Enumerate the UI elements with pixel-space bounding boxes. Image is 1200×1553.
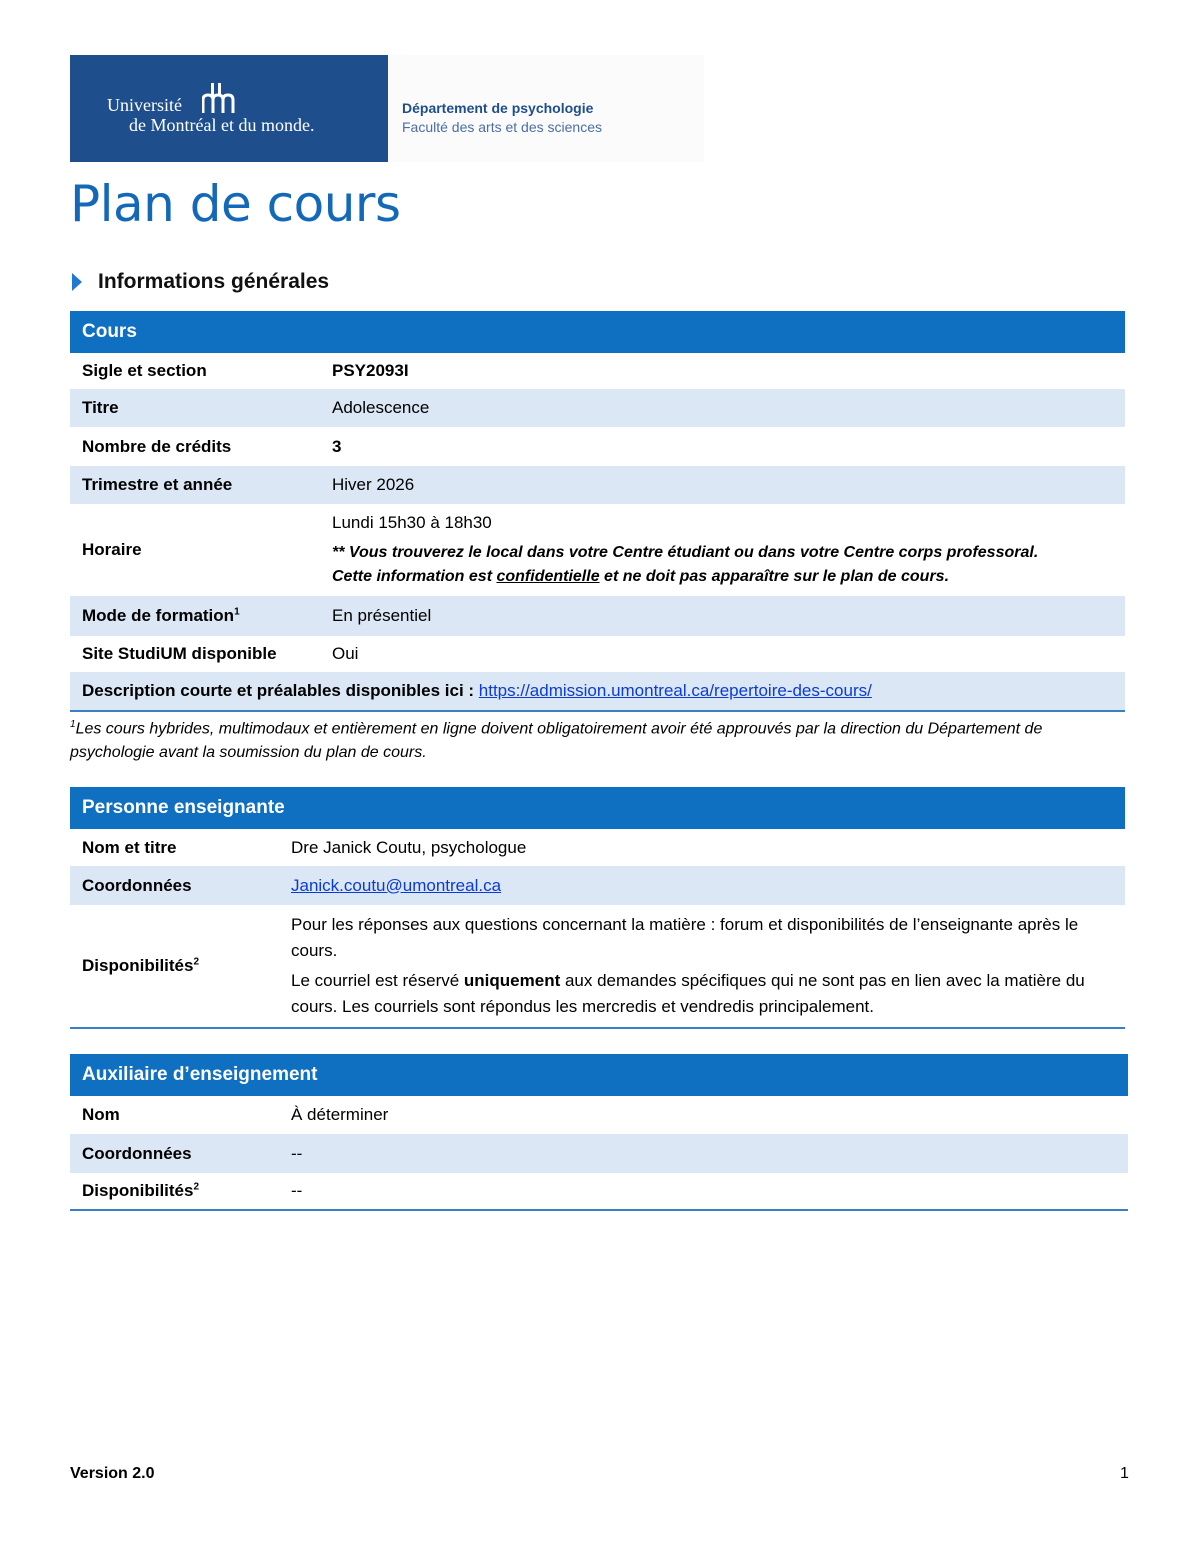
enseignant-table bbox=[70, 787, 1125, 1029]
footer-version: Version 2.0 bbox=[70, 1465, 155, 1482]
logo-line1: Université bbox=[107, 95, 182, 115]
aux-disponibilites-value: -- bbox=[291, 1181, 303, 1200]
cours-table-header: Cours bbox=[70, 311, 1125, 353]
footnote-marker: 1 bbox=[70, 719, 76, 730]
table-row bbox=[70, 1173, 1128, 1211]
studium-value: Oui bbox=[332, 644, 359, 663]
horaire-note-confidentielle: confidentielle bbox=[496, 568, 600, 585]
department-name: Département de psychologie bbox=[402, 100, 594, 116]
auxiliaire-table-header: Auxiliaire d’enseignement bbox=[70, 1054, 1128, 1096]
description-label: Description courte et préalables disponibles ici : bbox=[82, 681, 479, 700]
footnote bbox=[70, 713, 1130, 765]
section-heading-text: Informations générales bbox=[98, 270, 330, 293]
triangle-bullet-icon bbox=[72, 273, 82, 291]
nom-label: Nom et titre bbox=[82, 837, 177, 857]
credits-value: 3 bbox=[332, 436, 342, 456]
horaire-note-2c: et ne doit pas apparaître sur le plan de cours. bbox=[599, 568, 950, 585]
disponibilites-emphasis: uniquement bbox=[463, 971, 561, 990]
credits-label: Nombre de crédits bbox=[82, 436, 232, 456]
horaire-value: Lundi 15h30 à 18h30 bbox=[332, 513, 492, 532]
table-row bbox=[70, 1096, 1128, 1134]
titre-value: Adolescence bbox=[332, 398, 430, 417]
sigle-value: PSY2093I bbox=[332, 361, 409, 380]
table-row bbox=[70, 672, 1125, 712]
disponibilites-p2 bbox=[291, 968, 1117, 1020]
mode-footnote-ref: 1 bbox=[234, 606, 240, 618]
page-number: 1 bbox=[1120, 1465, 1129, 1482]
cours-table bbox=[70, 311, 1125, 712]
table-row bbox=[70, 427, 1125, 466]
titre-label: Titre bbox=[82, 398, 119, 417]
table-row bbox=[70, 1134, 1128, 1173]
horaire-note bbox=[332, 541, 1125, 589]
table-row bbox=[70, 504, 1125, 596]
aux-coordonnees-value: -- bbox=[291, 1143, 303, 1163]
horaire-cell bbox=[332, 511, 1125, 589]
section-heading bbox=[72, 270, 329, 294]
logo-line2: de Montréal et du monde. bbox=[129, 115, 315, 135]
trimestre-label: Trimestre et année bbox=[82, 475, 233, 494]
studium-label: Site StudiUM disponible bbox=[82, 644, 277, 663]
table-row bbox=[70, 466, 1125, 504]
horaire-label: Horaire bbox=[82, 540, 142, 559]
horaire-note-2a: Cette information est bbox=[332, 568, 497, 585]
aux-coordonnees-label: Coordonnées bbox=[82, 1143, 192, 1163]
mode-label bbox=[70, 606, 332, 626]
university-emblem-icon bbox=[202, 83, 236, 115]
description-link[interactable]: https://admission.umontreal.ca/repertoire-des-cours/ bbox=[478, 681, 872, 700]
mode-label-text: Mode de formation bbox=[82, 606, 235, 625]
faculty-name: Faculté des arts et des sciences bbox=[402, 119, 602, 135]
coordonnees-label: Coordonnées bbox=[82, 875, 192, 895]
department-banner bbox=[388, 55, 704, 162]
aux-disponibilites-label bbox=[70, 1181, 291, 1201]
aux-disponibilites-footnote-ref: 2 bbox=[193, 1181, 200, 1193]
table-row bbox=[70, 866, 1125, 905]
email-link[interactable]: Janick.coutu@umontreal.ca bbox=[291, 875, 502, 895]
disponibilites-footnote-ref: 2 bbox=[193, 956, 200, 968]
aux-disponibilites-label-text: Disponibilités bbox=[82, 1181, 194, 1200]
table-row bbox=[70, 596, 1125, 636]
table-row bbox=[70, 636, 1125, 672]
university-logo bbox=[70, 55, 388, 162]
table-row bbox=[70, 829, 1125, 866]
disponibilites-label bbox=[70, 956, 291, 976]
page-title: Plan de cours bbox=[70, 175, 401, 233]
disponibilites-p2c: aux demandes spécifiques qui ne sont pas en lien avec la matière du cours. Les courriels sont répondus les mercredis et vendredis principalement. bbox=[291, 971, 1085, 1016]
disponibilites-label-text: Disponibilités bbox=[82, 956, 194, 975]
aux-nom-value: À déterminer bbox=[291, 1105, 389, 1124]
aux-nom-label: Nom bbox=[82, 1105, 120, 1124]
nom-value: Dre Janick Coutu, psychologue bbox=[291, 837, 527, 857]
disponibilites-value bbox=[291, 912, 1125, 1020]
table-row bbox=[70, 905, 1125, 1029]
disponibilites-p1: Pour les réponses aux questions concernant la matière : forum et disponibilités de l’enseignante après le cours. bbox=[291, 915, 1079, 960]
sigle-label: Sigle et section bbox=[82, 361, 207, 380]
footnote-text: Les cours hybrides, multimodaux et entièrement en ligne doivent obligatoirement avoir été approuvés par la direction du Département de psychologie avant la soumission du plan de cours. bbox=[70, 720, 1043, 762]
trimestre-value: Hiver 2026 bbox=[332, 475, 415, 494]
auxiliaire-table bbox=[70, 1054, 1128, 1211]
mode-value: En présentiel bbox=[332, 606, 432, 625]
enseignant-table-header: Personne enseignante bbox=[70, 787, 1125, 829]
table-row bbox=[70, 353, 1125, 389]
horaire-note-1: ** Vous trouverez le local dans votre Centre étudiant ou dans votre Centre corps professoral. bbox=[332, 544, 1039, 561]
disponibilites-p2a: Le courriel est réservé bbox=[291, 971, 464, 990]
table-row bbox=[70, 389, 1125, 427]
